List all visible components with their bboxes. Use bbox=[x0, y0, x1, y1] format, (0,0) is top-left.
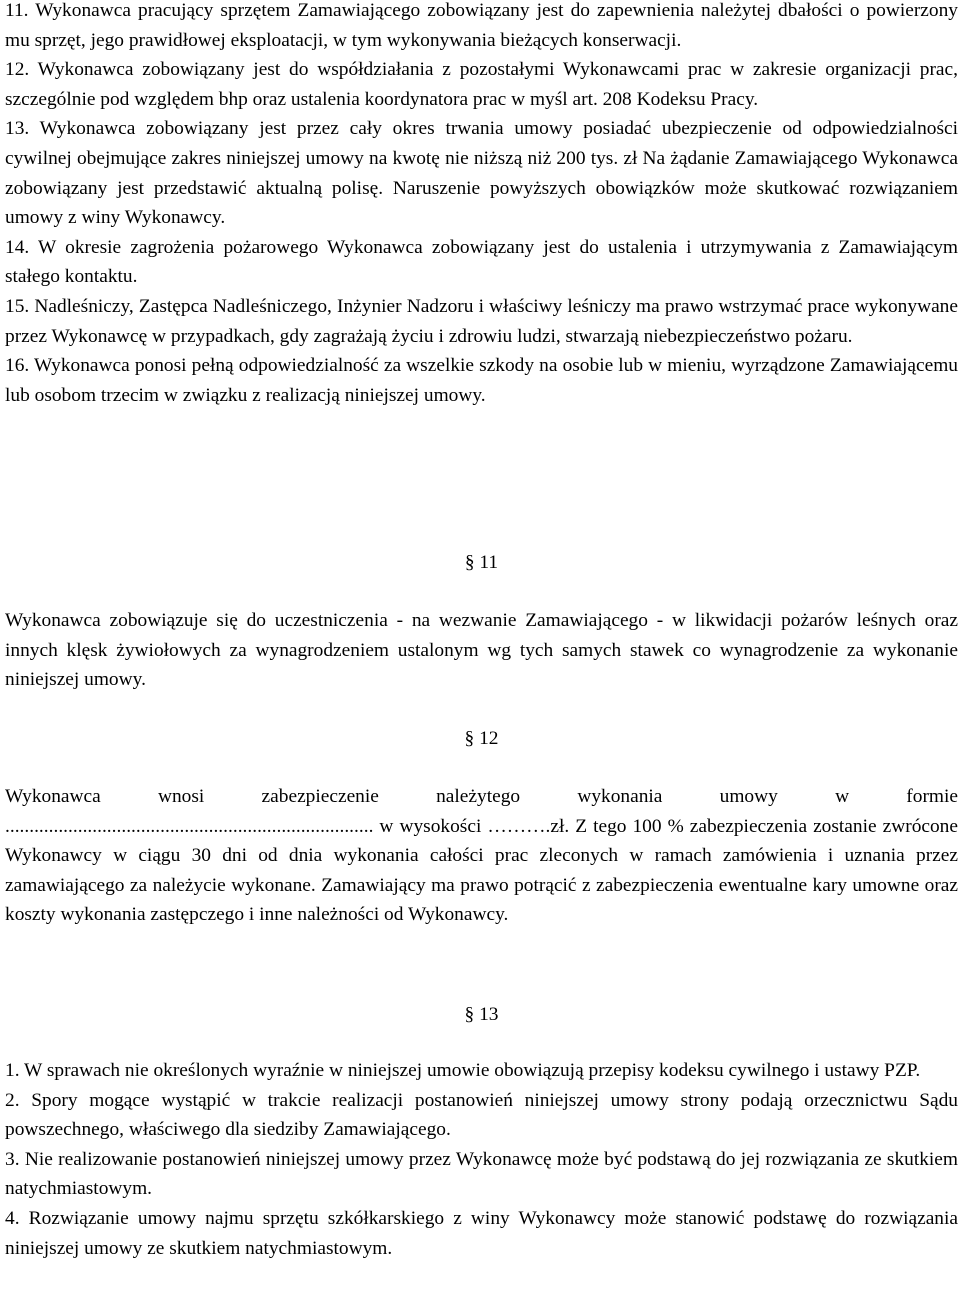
section-12-body bbox=[5, 782, 958, 930]
clauses-list bbox=[5, 0, 958, 410]
clause-13: 13. Wykonawca zobowiązany jest przez cały okres trwania umowy posiadać ubezpieczenie od odpowiedzialności cywilnej obejmujące zakres niniejszej umowy na kwotę nie niższą niż 200 tys. zł Na żądanie Zamawiającego Wykonawca zobowiązany jest przedstawić aktualną polisę. Naruszenie powyższych obowiązków może skutkować rozwiązaniem umowy z winy Wykonawcy. bbox=[5, 118, 958, 229]
clause-16: 16. Wykonawca ponosi pełną odpowiedzialność za wszelkie szkody na osobie lub w mieniu, wyrządzone Zamawiającemu lub osobom trzecim w związku z realizacją niniejszej umowy. bbox=[5, 355, 958, 406]
section-11-body bbox=[5, 606, 958, 695]
section-13-body bbox=[5, 1056, 958, 1263]
section-11-text: Wykonawca zobowiązuje się do uczestniczenia - na wezwanie Zamawiającego - w likwidacji pożarów leśnych oraz innych klęsk żywiołowych za wynagrodzeniem ustalonym wg tych samych stawek co wynagrodzenie za wykonanie niniejszej umowy. bbox=[5, 610, 958, 691]
section-heading-11 bbox=[5, 548, 958, 578]
section-heading-11-label: § 11 bbox=[464, 552, 499, 573]
section-heading-12-label: § 12 bbox=[464, 728, 499, 749]
section-heading-13 bbox=[5, 1000, 958, 1030]
clause-15: 15. Nadleśniczy, Zastępca Nadleśniczego, Inżynier Nadzoru i właściwy leśniczy ma prawo wstrzymać prace wykonywane przez Wykonawcę w przypadkach, gdy zagrażają życiu i zdrowiu ludzi, stwarzają niebezpieczeństwo pożaru. bbox=[5, 295, 958, 347]
section-13-item-1: 1. W sprawach nie określonych wyraźnie w niniejszej umowie obowiązują przepisy kodeksu cywilnego i ustawy PZP. bbox=[5, 1060, 921, 1081]
section-heading-12 bbox=[5, 724, 958, 754]
clause-14: 14. W okresie zagrożenia pożarowego Wykonawca zobowiązany jest do ustalenia i utrzymywania z Zamawiającym stałego kontaktu. bbox=[5, 236, 958, 288]
clause-12: 12. Wykonawca zobowiązany jest do współdziałania z pozostałymi Wykonawcami prac w zakresie organizacji prac, szczególnie pod względem bhp oraz ustalenia koordynatora prac w myśl art. 208 Kodeksu Pracy. bbox=[5, 59, 958, 110]
section-13-item-2: 2. Spory mogące wystąpić w trakcie realizacji postanowień niniejszej umowy strony podają orzecznictwu Sądu powszechnego, właściwego dla siedziby Zamawiającego. bbox=[5, 1089, 958, 1141]
section-13-item-4: 4. Rozwiązanie umowy najmu sprzętu szkółkarskiego z winy Wykonawcy może stanowić podstawę do rozwiązania niniejszej umowy ze skutkiem natychmiastowym. bbox=[5, 1207, 958, 1259]
section-12-text: Wykonawca wnosi zabezpieczenie należytego wykonania umowy w formie ............................................................................ w wysokości ……….zł. Z tego 100 % zabezpieczenia zostanie zwrócone Wykonawcy w ciągu 30 dni od dnia wykonania całości prac zleconych w ramach zamówienia i uznania przez zamawiającego za należycie wykonane. Zamawiający ma prawo potrącić z zabezpieczenia ewentualne kary umowne oraz koszty wykonania zastępczego i inne należności od Wykonawcy. bbox=[5, 786, 958, 926]
section-heading-13-label: § 13 bbox=[464, 1004, 499, 1025]
section-13-item-3: 3. Nie realizowanie postanowień niniejszej umowy przez Wykonawcę może być podstawą do jej rozwiązania ze skutkiem natychmiastowym. bbox=[5, 1148, 958, 1200]
clause-11: 11. Wykonawca pracujący sprzętem Zamawiającego zobowiązany jest do zapewnienia należytej dbałości o powierzony mu sprzęt, jego prawidłowej eksploatacji, w tym wykonywania bieżących konserwacji. bbox=[5, 0, 958, 51]
